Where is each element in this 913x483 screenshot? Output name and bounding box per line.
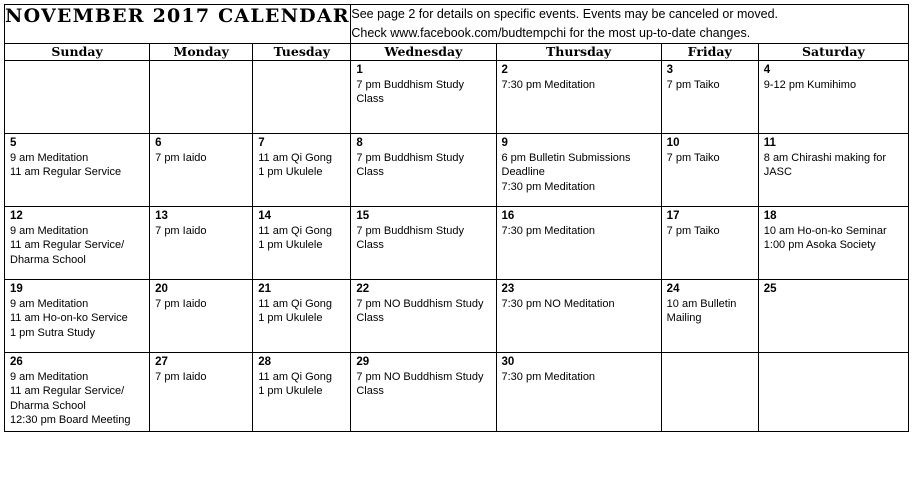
day-number: 9: [501, 136, 508, 149]
weekday-header-monday: Monday: [150, 43, 253, 60]
day-events: [667, 224, 754, 239]
day-events: [667, 297, 754, 326]
day-events: [356, 370, 491, 399]
calendar-day-cell[interactable]: [661, 206, 758, 279]
day-number: 10: [666, 136, 680, 149]
calendar-event: 12:30 pm Board Meeting: [10, 414, 131, 427]
calendar-event: 10 am Bulletin Mailing: [666, 297, 737, 325]
calendar-day-cell[interactable]: [758, 279, 908, 352]
day-number: 14: [258, 209, 272, 222]
day-events: [502, 78, 657, 93]
note-line-1: See page 2 for details on specific events. Events may be canceled or moved.: [351, 7, 778, 21]
calendar-event: 11 am Qi Gong: [258, 370, 333, 383]
day-events: [764, 151, 904, 180]
day-number: 27: [155, 355, 168, 368]
calendar-event: 7 pm Iaido: [155, 224, 207, 237]
day-number: 22: [356, 282, 370, 295]
calendar-event: 9-12 pm Kumihimo: [763, 78, 857, 91]
calendar-title-cell: [5, 5, 351, 44]
calendar-event: 7 pm NO Buddhism Study Class: [356, 370, 484, 398]
day-events: [667, 151, 754, 166]
day-number: 6: [155, 136, 162, 149]
calendar-event: 11 am Qi Gong: [258, 297, 333, 310]
calendar-empty-cell: [5, 60, 150, 133]
calendar-event: 7 pm Buddhism Study Class: [356, 151, 464, 179]
calendar-event: 11 am Regular Service/ Dharma School: [10, 239, 125, 266]
calendar-event: 7:30 pm Meditation: [501, 370, 596, 383]
calendar-day-cell[interactable]: [496, 206, 661, 279]
calendar-day-cell[interactable]: [758, 60, 908, 133]
calendar-week-row: [5, 206, 909, 279]
day-number: 13: [155, 209, 168, 222]
calendar-note-cell: [351, 5, 909, 44]
day-events: [502, 224, 657, 239]
calendar-table: [4, 4, 909, 432]
calendar-empty-cell: [758, 352, 908, 431]
day-number: 4: [763, 63, 771, 76]
calendar-event: 1:00 pm Asoka Society: [763, 239, 876, 252]
calendar-event: 7 pm Iaido: [155, 297, 207, 310]
calendar-event: 11 am Ho-on-ko Service: [10, 312, 128, 325]
calendar-day-cell[interactable]: [150, 206, 253, 279]
day-events: [258, 151, 346, 180]
calendar-event: 7 pm Taiko: [666, 151, 720, 164]
day-number: 25: [763, 282, 777, 295]
day-events: [356, 151, 491, 180]
day-number: 1: [356, 63, 363, 76]
day-events: [155, 297, 248, 312]
calendar-week-row: [5, 279, 909, 352]
day-events: [258, 224, 346, 253]
day-events: [502, 151, 657, 195]
calendar-event: 9 am Meditation: [10, 297, 89, 310]
calendar-day-cell[interactable]: [150, 352, 253, 431]
day-events: [155, 224, 248, 239]
day-events: [10, 224, 145, 268]
calendar-event: 7 pm Buddhism Study Class: [356, 78, 464, 106]
calendar-day-cell[interactable]: [351, 60, 496, 133]
calendar-day-cell[interactable]: [5, 279, 150, 352]
day-number: 11: [763, 136, 776, 149]
calendar-day-cell[interactable]: [496, 60, 661, 133]
day-number: 29: [356, 355, 370, 368]
calendar-event: 9 am Meditation: [10, 151, 89, 164]
day-events: [155, 370, 248, 385]
calendar-day-cell[interactable]: [5, 206, 150, 279]
calendar-day-cell[interactable]: [758, 206, 908, 279]
calendar-event: 6 pm Bulletin Submissions Deadline: [501, 151, 631, 179]
day-events: [356, 224, 491, 253]
calendar-week-row: [5, 352, 909, 431]
calendar-day-cell[interactable]: [496, 133, 661, 206]
calendar-event: 11 am Regular Service: [10, 166, 122, 179]
calendar-week-row: [5, 60, 909, 133]
calendar-day-cell[interactable]: [661, 60, 758, 133]
calendar-event: 11 am Regular Service/ Dharma School: [10, 385, 125, 412]
calendar-event: 7 pm Buddhism Study Class: [356, 224, 464, 252]
calendar-day-cell[interactable]: [351, 279, 496, 352]
day-number: 26: [10, 355, 23, 368]
calendar-event: 9 am Meditation: [10, 370, 89, 383]
day-events: [155, 151, 248, 166]
weekday-header-saturday: Saturday: [758, 43, 908, 60]
calendar-day-cell[interactable]: [253, 206, 351, 279]
calendar-day-cell[interactable]: [253, 279, 351, 352]
day-number: 28: [258, 355, 272, 368]
day-number: 21: [258, 282, 272, 295]
weekday-header-tuesday: Tuesday: [253, 43, 351, 60]
calendar-event: 9 am Meditation: [10, 224, 89, 237]
calendar-event: 8 am Chirashi making for JASC: [763, 151, 887, 179]
calendar-day-cell[interactable]: [351, 133, 496, 206]
calendar-empty-cell: [150, 60, 253, 133]
calendar-week-row: [5, 133, 909, 206]
page-title: NOVEMBER 2017 CALENDAR: [5, 5, 350, 27]
calendar-event: 7:30 pm Meditation: [501, 78, 596, 91]
calendar-day-cell[interactable]: [253, 352, 351, 431]
calendar-empty-cell: [253, 60, 351, 133]
calendar-event: 7:30 pm Meditation: [501, 224, 596, 237]
day-events: [356, 297, 491, 326]
weekday-header-wednesday: Wednesday: [351, 43, 496, 60]
calendar-day-cell[interactable]: [758, 133, 908, 206]
calendar-event: 7 pm Iaido: [155, 370, 207, 383]
calendar-day-cell[interactable]: [661, 133, 758, 206]
calendar-day-cell[interactable]: [496, 352, 661, 431]
calendar-header-row: [5, 5, 909, 44]
day-events: [667, 78, 754, 93]
weekday-header-friday: Friday: [661, 43, 758, 60]
calendar-event: 7 pm Taiko: [666, 78, 720, 91]
day-number: 17: [666, 209, 680, 222]
day-events: [764, 224, 904, 253]
calendar-event: 1 pm Sutra Study: [10, 326, 95, 339]
day-number: 5: [10, 136, 17, 149]
day-number: 12: [10, 209, 23, 222]
calendar-event: 1 pm Ukulele: [258, 166, 323, 179]
calendar-day-cell[interactable]: [351, 206, 496, 279]
day-events: [258, 297, 346, 326]
calendar-event: 7:30 pm Meditation: [501, 180, 596, 193]
day-events: [764, 78, 904, 93]
day-number: 15: [356, 209, 370, 222]
day-number: 19: [10, 282, 23, 295]
day-events: [502, 370, 657, 385]
calendar-day-cell[interactable]: [661, 279, 758, 352]
note-line-2: Check www.facebook.com/budtempchi for the most up-to-date changes.: [351, 25, 751, 40]
calendar-day-cell[interactable]: [150, 133, 253, 206]
calendar-day-cell[interactable]: [253, 133, 351, 206]
calendar-event: 11 am Qi Gong: [258, 224, 333, 237]
calendar-event: 1 pm Ukulele: [258, 385, 323, 398]
calendar-day-cell[interactable]: [5, 352, 150, 431]
day-events: [10, 370, 145, 428]
day-number: 7: [258, 136, 265, 149]
day-events: [10, 297, 145, 341]
calendar-day-cell[interactable]: [5, 133, 150, 206]
calendar-event: 1 pm Ukulele: [258, 239, 323, 252]
day-events: [356, 78, 491, 107]
day-number: 16: [501, 209, 515, 222]
day-number: 24: [666, 282, 680, 295]
calendar-day-cell[interactable]: [150, 279, 253, 352]
day-number: 23: [501, 282, 515, 295]
day-number: 3: [666, 63, 674, 76]
calendar-event: 11 am Qi Gong: [258, 151, 333, 164]
calendar-event: 10 am Ho-on-ko Seminar: [763, 224, 887, 237]
calendar-day-cell[interactable]: [496, 279, 661, 352]
calendar-event: 1 pm Ukulele: [258, 312, 323, 325]
weekday-header-row: [5, 43, 909, 60]
day-events: [10, 151, 145, 180]
day-number: 2: [501, 63, 508, 76]
day-events: [502, 297, 657, 312]
day-number: 30: [501, 355, 515, 368]
weekday-header-sunday: Sunday: [5, 43, 150, 60]
calendar-empty-cell: [661, 352, 758, 431]
calendar-event: 7 pm NO Buddhism Study Class: [356, 297, 484, 325]
day-events: [258, 370, 346, 399]
calendar-day-cell[interactable]: [351, 352, 496, 431]
day-number: 8: [356, 136, 363, 149]
weekday-header-thursday: Thursday: [496, 43, 661, 60]
calendar-event: 7 pm Iaido: [155, 151, 207, 164]
calendar-event: 7 pm Taiko: [666, 224, 720, 237]
calendar-event: 7:30 pm NO Meditation: [501, 297, 615, 310]
day-number: 18: [763, 209, 777, 222]
day-number: 20: [155, 282, 168, 295]
